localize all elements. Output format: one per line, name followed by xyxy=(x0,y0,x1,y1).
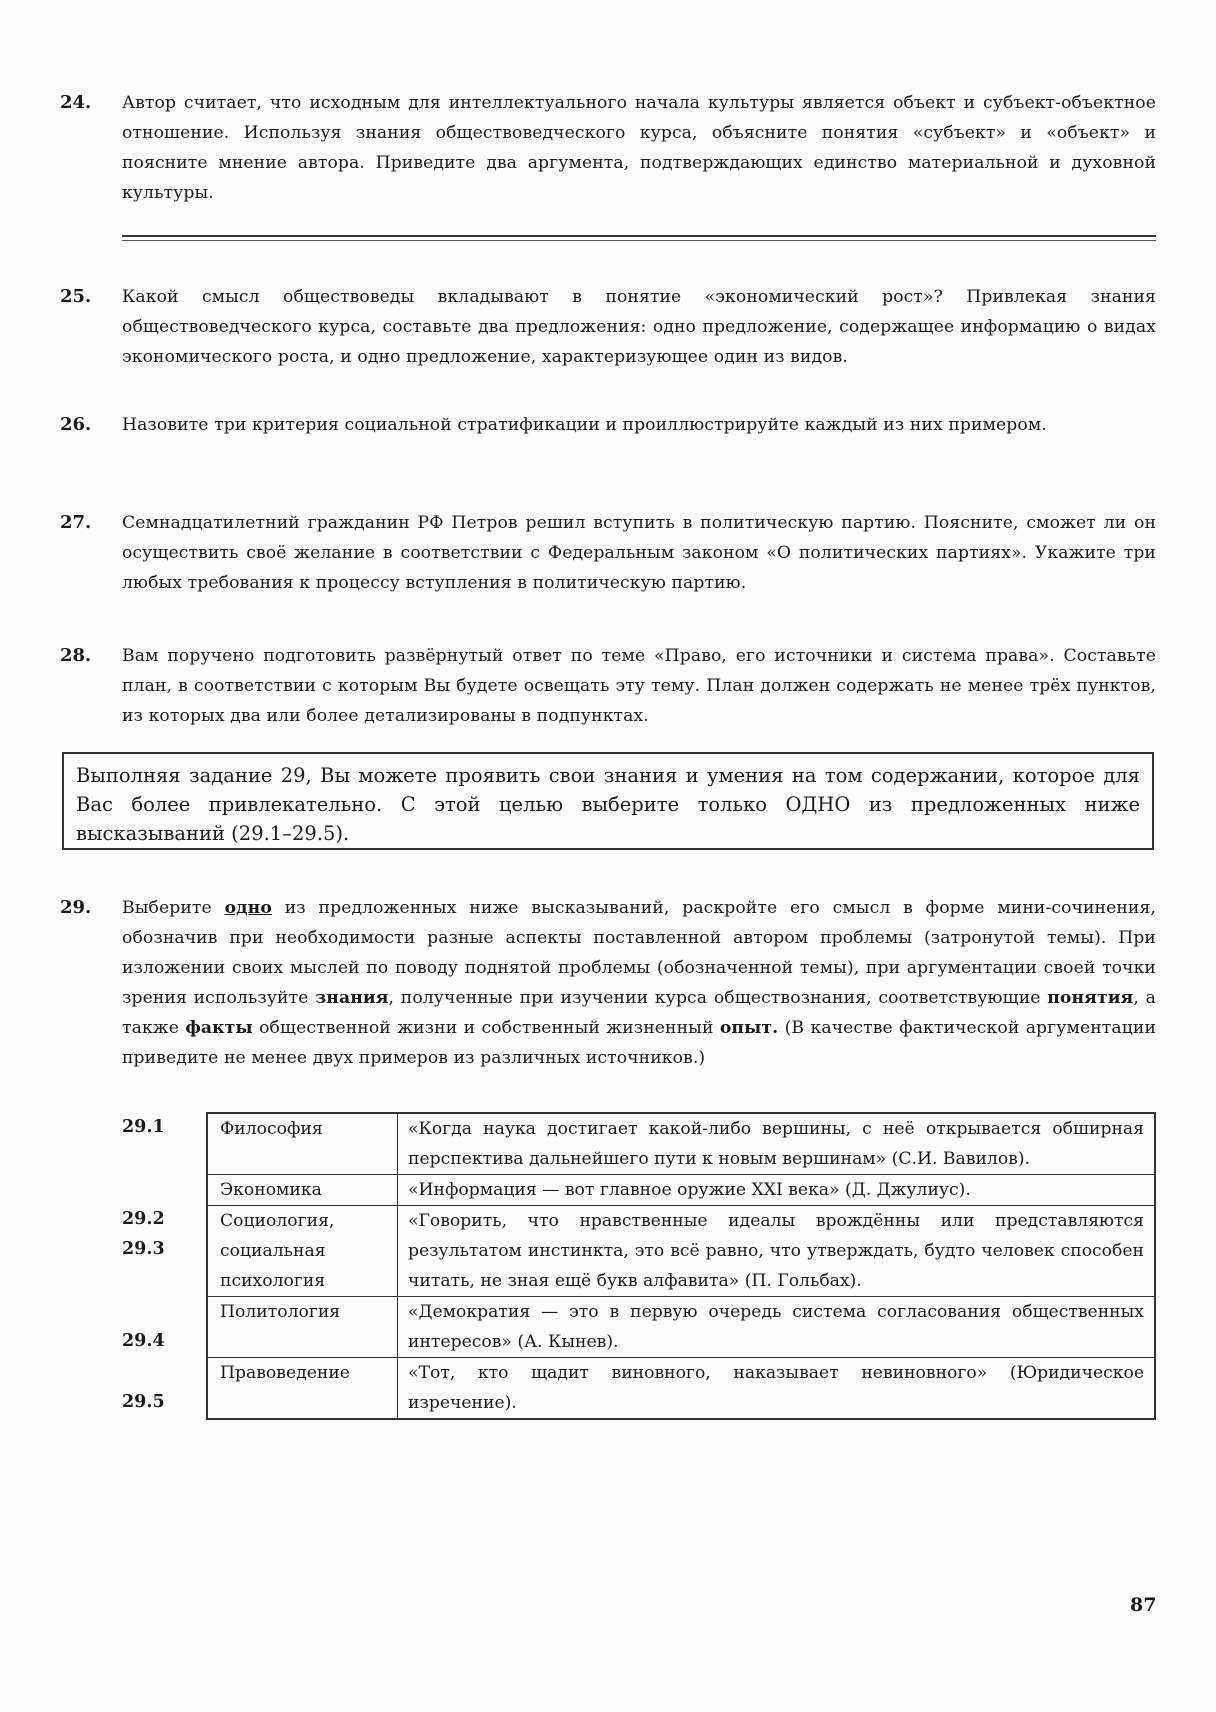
task-27 xyxy=(60,508,1156,598)
emphasis-bold: факты xyxy=(185,1018,253,1038)
task-number: 26. xyxy=(60,414,92,435)
task-number: 28. xyxy=(60,645,92,666)
task-number: 24. xyxy=(60,92,92,113)
instruction-box xyxy=(62,752,1154,850)
page-number: 87 xyxy=(1130,1594,1157,1616)
text-segment: , а также xyxy=(122,988,1156,1038)
task-text: Какой смысл обществоведы вкладывают в понятие «экономический рост»? Привлекая знания обществоведческого курса, составьте два предложения: одно предложение, содержащее информацию о видах экономического роста, и одно предложение, характеризующее один из видов. xyxy=(122,287,1156,367)
subject-cell: Правоведение xyxy=(208,1358,398,1418)
quote-number: 29.5 xyxy=(122,1392,165,1412)
text-segment: Выберите xyxy=(122,898,225,918)
task-25 xyxy=(60,282,1156,372)
subject-cell: Философия xyxy=(208,1114,398,1174)
text-segment: общественной жизни и собственный жизненный xyxy=(252,1018,720,1038)
task-text: Назовите три критерия социальной стратификации и проиллюстрируйте каждый из них примером. xyxy=(122,415,1047,435)
subject-cell: Социология, социальная психология xyxy=(208,1206,398,1296)
emphasis-underlined: одно xyxy=(224,898,272,918)
task-29 xyxy=(60,893,1156,1073)
task-number: 27. xyxy=(60,512,92,533)
subject-cell: Политология xyxy=(208,1297,398,1357)
task-text: Автор считает, что исходным для интеллектуального начала культуры является объект и субъект-объектное отношение. Используя знания обществоведческого курса, объясните понятия «субъект» и «объект» и поясните мнение автора. Приведите два аргумента, подтверждающих единство материальной и духовной культуры. xyxy=(122,93,1156,203)
text-segment: из предложенных ниже высказываний, раскройте его смысл в форме мини-сочинения, обозначив при необходимости разные аспекты поставленной автором проблемы (затронутой темы). При изложении своих мыслей по поводу поднятой проблемы (обозначенной темы), при аргументации своей точки зрения используйте xyxy=(122,898,1156,1008)
table-row xyxy=(208,1174,1154,1205)
emphasis-bold: знания xyxy=(315,988,389,1008)
text-segment: (В качестве фактической аргументации приведите не менее двух примеров из различных источников.) xyxy=(122,1018,1156,1068)
quote-cell: «Говорить, что нравственные идеалы врождённы или представляются результатом инстинкта, это всё равно, что утверждать, будто человек способен читать, не зная ещё букв алфавита» (П. Гольбах). xyxy=(408,1211,1144,1291)
quote-cell: «Информация — вот главное оружие XXI века» (Д. Джулиус). xyxy=(408,1180,971,1200)
task-text: Семнадцатилетний гражданин РФ Петров решил вступить в политическую партию. Поясните, сможет ли он осуществить своё желание в соответствии с Федеральным законом «О политических партиях». Укажите три любых требования к процессу вступления в политическую партию. xyxy=(122,513,1156,593)
task-number: 29. xyxy=(60,897,92,918)
subject-cell: Экономика xyxy=(208,1175,398,1205)
emphasis-bold: понятия xyxy=(1047,988,1134,1008)
task-24 xyxy=(60,88,1156,208)
quote-cell: «Демократия — это в первую очередь система согласования общественных интересов» (А. Кынев). xyxy=(408,1302,1144,1352)
text-segment: , полученные при изучении курса обществознания, соответствующие xyxy=(388,988,1048,1008)
quotes-table xyxy=(206,1112,1156,1420)
quote-cell: «Тот, кто щадит виновного, наказывает невиновного» (Юридическое изречение). xyxy=(408,1363,1144,1413)
emphasis-bold: опыт. xyxy=(719,1018,779,1038)
quote-cell: «Когда наука достигает какой-либо вершины, с неё открывается обширная перспектива дальнейшего пути к новым вершинам» (С.И. Вавилов). xyxy=(408,1119,1144,1169)
instruction-text: Выполняя задание 29, Вы можете проявить свои знания и умения на том содержании, которое для Вас более привлекательно. С этой целью выберите только ОДНО из предложенных ниже высказываний (29.1–29.5). xyxy=(76,764,1140,845)
answer-line-divider xyxy=(122,235,1156,241)
table-row xyxy=(208,1114,1154,1174)
quote-number: 29.2 xyxy=(122,1209,165,1229)
task-number: 25. xyxy=(60,286,92,307)
quote-number: 29.1 xyxy=(122,1117,165,1137)
task-28 xyxy=(60,641,1156,731)
table-row xyxy=(208,1296,1154,1357)
table-row xyxy=(208,1357,1154,1418)
task-text: Вам поручено подготовить развёрнутый ответ по теме «Право, его источники и система права». Составьте план, в соответствии с которым Вы будете освещать эту тему. План должен содержать не менее трёх пунктов, из которых два или более детализированы в подпунктах. xyxy=(122,646,1156,726)
task-text xyxy=(122,893,1156,1073)
quote-numbers xyxy=(122,1112,204,1448)
table-row xyxy=(208,1205,1154,1296)
quote-number: 29.3 xyxy=(122,1239,165,1259)
task-26 xyxy=(60,410,1156,440)
quote-number: 29.4 xyxy=(122,1331,165,1351)
